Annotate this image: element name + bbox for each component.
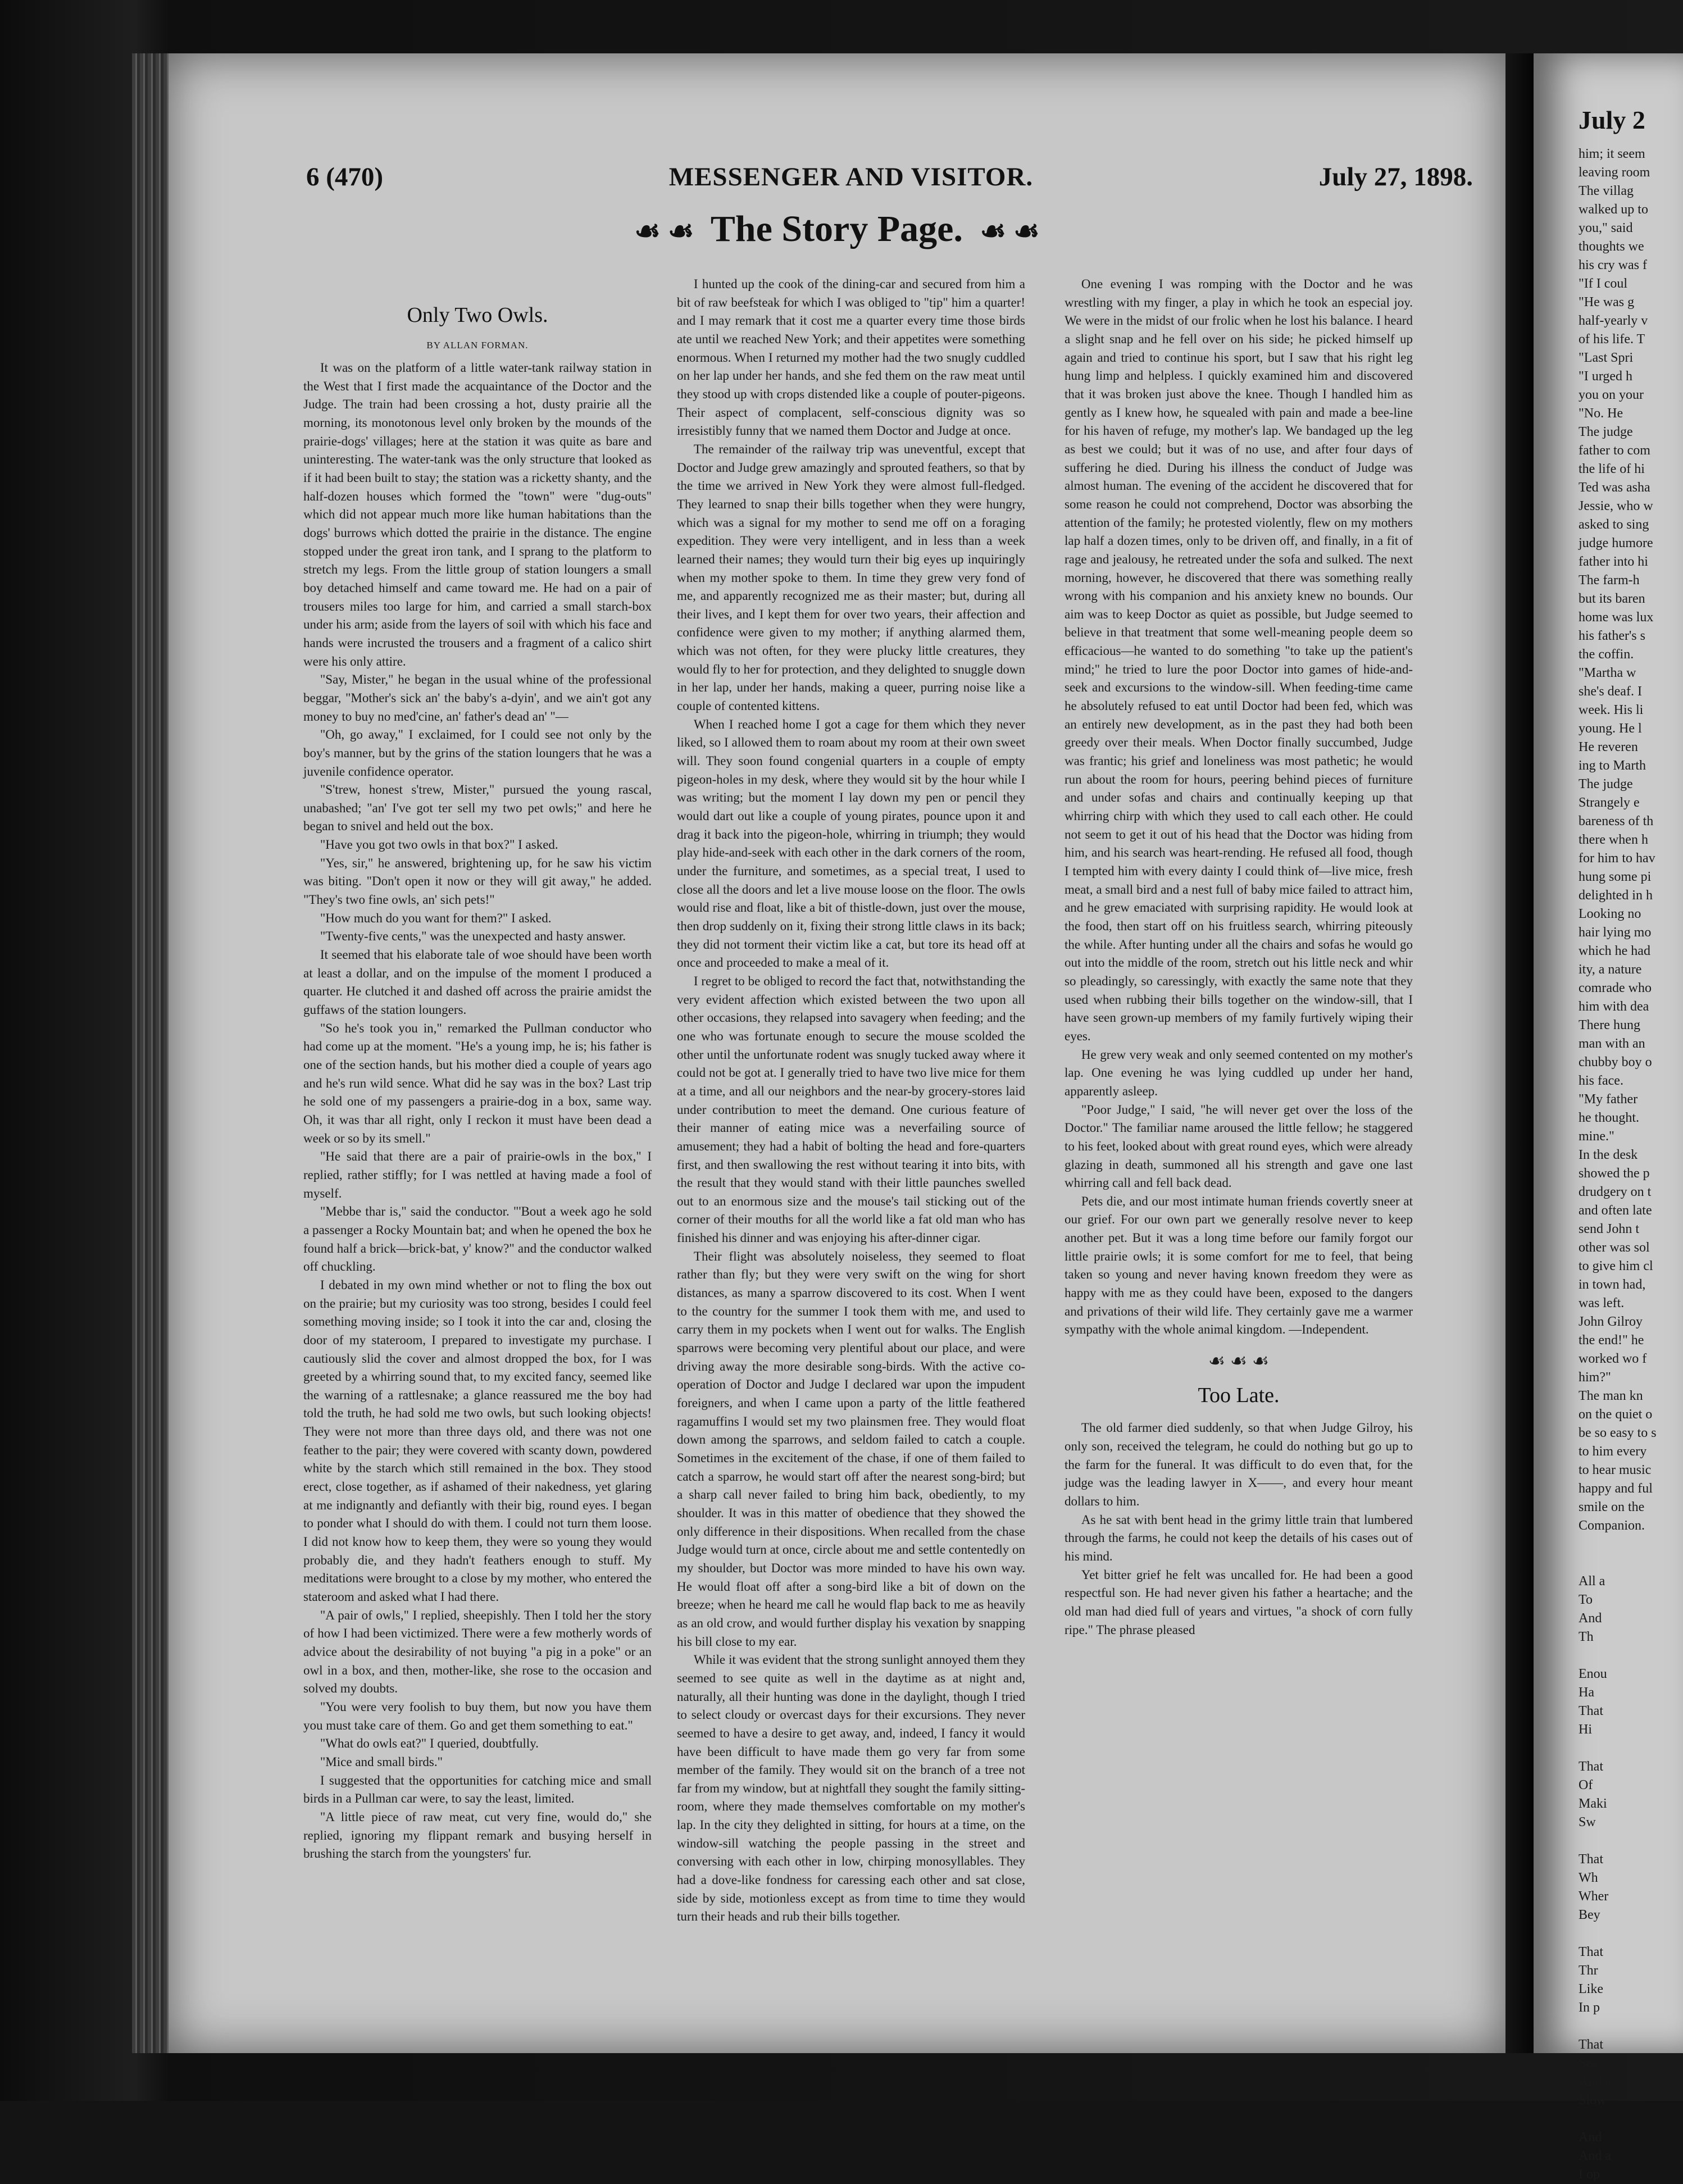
adjacent-page-line: on the quiet o	[1579, 1407, 1653, 1422]
adjacent-page-line: That	[1579, 1704, 1603, 1718]
adjacent-page-line: That	[1579, 1945, 1603, 1959]
adjacent-page-line: He reveren	[1579, 740, 1638, 754]
adjacent-page	[1534, 53, 1683, 2182]
adjacent-page-line: Slow	[1579, 2093, 1607, 2108]
adjacent-page-line: and often late	[1579, 1203, 1652, 1218]
paragraph: It was on the platform of a little water-tank railway station in the West that I first made the acquaintance of the Doctor and the Judge. The train had been crossing a hot, dusty prairie all the morning, its monotonous level only broken by the mounds of the prairie-dogs' villages; here at the station it was quite as bare and uninteresting. The water-tank was the only structure that looked as if it had been built to stay; the station was a ricketty shanty, and the half-dozen houses which formed the "town" were "dug-outs" which did not appear much more like human habitations than the dogs' burrows which dotted the prairie in the distance. The engine stopped under the great iron tank, and I sprang to the platform to stretch my legs. From the little group of station loungers a small boy detached himself and came toward me. He had on a pair of trousers miles too large for him, and carried a small starch-box under his arm; aside from the layers of soil with which his face and hands were incrusted the trousers and a fragment of a calico shirt were his only attire.	[303, 361, 652, 668]
adjacent-page-line: you," said	[1579, 221, 1633, 235]
adjacent-page-line: And a	[1579, 2149, 1611, 2163]
paragraph: "A little piece of raw meat, cut very fine, would do," she replied, ignoring my flippant remark and busying herself in brushing the starch from the youngsters' fur.	[303, 1809, 652, 1861]
adjacent-page-line: but its baren	[1579, 592, 1645, 606]
adjacent-page-line: thoughts we	[1579, 239, 1644, 254]
adjacent-page-line: of his life. T	[1579, 332, 1645, 347]
paragraph: "Twenty-five cents," was the unexpected and hasty answer.	[320, 929, 626, 944]
adjacent-page-line: which he had	[1579, 944, 1650, 958]
paragraph: "Poor Judge," I said, "he will never get over the loss of the Doctor." The familiar name aroused the little fellow; he staggered to his feet, looked about with great round eyes, which were already glazing in death, summoned all his strength and gave one last whirring call and fell back dead.	[1065, 1102, 1413, 1190]
adjacent-page-line: Jessie, who w	[1579, 499, 1653, 513]
article-title: Only Two Owls.	[407, 303, 548, 327]
paragraph: "Mice and small birds."	[320, 1754, 443, 1769]
adjacent-page-line: chubby boy o	[1579, 1055, 1652, 1070]
adjacent-page-line: Ha	[1579, 1685, 1594, 1700]
adjacent-page-line: mine."	[1579, 1129, 1614, 1144]
adjacent-page-line: young. He l	[1579, 721, 1642, 736]
adjacent-page-line: there when h	[1579, 832, 1648, 847]
adjacent-page-header: July 2	[1579, 106, 1645, 134]
paragraph: Their flight was absolutely noiseless, they seemed to float rather than fly; but they were very swift on the wing for short distances, as many a sparrow discovered to its cost. When I went to the country for the summer I took them with me, and used to carry them in my pockets when I went out for walks. The English sparrows were becoming very plentiful about our place, and were driving away the more desirable song-birds. With the active co-operation of Doctor and Judge I declared war upon the impudent foreigners, and when I came upon a party of the little feathered ragamuffins I would set my two plainsmen free. They would float down among the sparrows, and seldom failed to catch a couple. Sometimes in the excitement of the chase, if one of them failed to catch a sparrow, he would start off after the nearest song-bird; but a sharp call never failed to bring him back, obediently, to my shoulder. It was in this matter of obedience that they showed the only difference in their dispositions. When recalled from the chase Judge would turn at once, circle about me and settle contentedly on my shoulder, but Doctor was more minded to have his own way. He would float off after a song-bird like a bit of down on the breeze; when he heard me call he would flap back to me as heavily as an old crow, and would further display his vexation by snapping his bill close to my ear.	[677, 1249, 1025, 1649]
paragraph: "Oh, go away," I exclaimed, for I could see not only by the boy's manner, but by the grins of the station loungers that he was a juvenile confidence operator.	[303, 727, 652, 779]
paragraph: "So he's took you in," remarked the Pullman conductor who had come up at the moment. "He's a young imp, he is; his father is one of the section hands, but his mother died a couple of years ago and he's run wild sence. What did he say was in the box? Last trip he sold one of my passengers a prairie-dog in a box, same way. Oh, it was thar all right, only I reckon it must have been dead a week or so by its smell."	[303, 1021, 652, 1145]
page-header	[306, 157, 1473, 197]
adjacent-page-line: Of	[1579, 1778, 1593, 1792]
publication-title: MESSENGER AND VISITOR.	[668, 162, 1034, 192]
adjacent-page-line: happy and ful	[1579, 1481, 1653, 1496]
adjacent-page-line: "If I coul	[1579, 276, 1628, 291]
adjacent-page-line: Strangely e	[1579, 795, 1640, 810]
ornament-right-icon: ☙ ☙	[980, 216, 1040, 248]
adjacent-page-line	[1534, 1924, 1683, 1943]
adjacent-page-line: Ted was asha	[1579, 480, 1650, 495]
article-separator-icon: ☙ ☙ ☙	[1208, 1351, 1270, 1372]
paragraph: It seemed that his elaborate tale of woe should have been worth at least a dollar, and on the impulse of the moment I produced a quarter. He clutched it and dashed off across the prairie amidst the guffaws of the station loungers.	[303, 948, 652, 1017]
column-2	[677, 275, 1025, 1932]
adjacent-page-line: man with an	[1579, 1036, 1645, 1051]
paragraph: I regret to be obliged to record the fact that, notwithstanding the very evident affection which existed between the two upon all other occasions, they relapsed into savagery when feeding; and the one who was fortunate enough to secure the mouse scolded the other until the unfortunate rodent was snugly tucked away where it could not be got at. I generally tried to have two live mice for them at a time, and all our neighbors and the near-by grocery-stores laid under contribution to meet the demand. One curious feature of their manner of eating mice was a neverfailing source of amusement; they had a habit of bolting the head and fore-quarters first, and then swallowing the rest without tearing it into bits, with the result that they would stand with their little paunches swelled out to an enormous size and the mouse's tail sticking out of the corner of their mouths for all the world like a fat old man who has finished his dinner and was enjoying his after-dinner cigar.	[677, 973, 1025, 1245]
adjacent-page-line: him?"	[1579, 1370, 1611, 1385]
adjacent-page-line: judge humore	[1579, 536, 1653, 550]
adjacent-page-line: the life of hi	[1579, 462, 1645, 476]
adjacent-page-line: The judge	[1579, 777, 1633, 791]
adjacent-page-line: "No. He	[1579, 406, 1623, 421]
paragraph: Pets die, and our most intimate human friends covertly sneer at our grief. For our own part we generally resolve never to keep another pet. But it was a long time before our family forgot our little prairie owls; it is some comfort for me to feel, that being taken so young and never having known freedom they were as happy with me as they could have been, exposed to the dangers and privations of their wild life. They certainly gave me a warmer sympathy with the whole animal kingdom. —Independent.	[1065, 1194, 1413, 1337]
adjacent-page-line: him with dea	[1579, 999, 1649, 1014]
adjacent-page-line: the end!" he	[1579, 1333, 1644, 1348]
paragraph: He grew very weak and only seemed contented on my mother's lap. One evening he was lying cuddled up under her hand, apparently asleep.	[1065, 1047, 1413, 1098]
adjacent-page-line: Looking no	[1579, 907, 1641, 921]
issue-date: July 27, 1898.	[1318, 162, 1473, 192]
adjacent-page-line: hung some pi	[1579, 870, 1652, 884]
paragraph: I debated in my own mind whether or not to fling the box out on the prairie; but my curiosity was too strong, besides I could feel something moving inside; so I took it into the car and, closing the door of my stateroom, I prepared to investigate my purchase. I cautiously slid the cover and almost dropped the box, for I was greeted by a whirring sound that, to my excited fancy, seemed like the warning of a rattlesnake; a glance reassured me the boy had told the truth, he had sold me two owls, but such looking objects! They were not more than three days old, and there was not one feather to the pair; they were covered with scanty down, powdered white by the starch which still remained in the box. They stood erect, close together, as if ashamed of their nakedness, yet glaring at me indignantly and defiantly with their big, round eyes. I began to ponder what I should do with them. I could not turn them loose. I did not know how to keep them, they were so young they would probably die, and they hadn't feathers enough to stuff. My meditations were brought to a close by my mother, who entered the stateroom and asked what I had there.	[303, 1277, 652, 1604]
paragraph: The old farmer died suddenly, so that when Judge Gilroy, his only son, received the telegram, he could do nothing but go up to the farm for the funeral. It was difficult to do even that, for the judge was the leading lawyer in X——, and every hour meant dollars to him.	[1065, 1421, 1413, 1508]
paragraph: I suggested that the opportunities for catching mice and small birds in a Pullman car were, to say the least, limited.	[303, 1773, 652, 1806]
adjacent-page-line: other was sol	[1579, 1240, 1650, 1255]
adjacent-page-line: worked wo f	[1579, 1352, 1647, 1366]
adjacent-page-line: hair lying mo	[1579, 925, 1652, 940]
adjacent-page-line: In the desk	[1579, 1148, 1638, 1162]
adjacent-page-line: bareness of th	[1579, 814, 1654, 829]
adjacent-page-line: half-yearly v	[1579, 313, 1648, 328]
ornament-left-icon: ☙ ☙	[634, 216, 694, 248]
adjacent-page-line: walked up to	[1579, 202, 1648, 217]
adjacent-page-line: And a	[1579, 2074, 1611, 2089]
byline: BY ALLAN FORMAN.	[426, 339, 529, 351]
page-gutter	[1505, 53, 1534, 2053]
adjacent-page-line: The villag	[1579, 184, 1634, 198]
adjacent-page-line: Thr	[1579, 1963, 1598, 1978]
paragraph: "You were very foolish to buy them, but now you have them you must take care of them. Go and get them something to eat."	[303, 1699, 652, 1732]
adjacent-page-line: week. His li	[1579, 703, 1644, 717]
adjacent-page-line: to give him cl	[1579, 1259, 1653, 1273]
adjacent-page-line: his face.	[1579, 1073, 1623, 1088]
adjacent-page-line: The judge	[1579, 425, 1633, 439]
adjacent-page-line: his cry was f	[1579, 258, 1647, 272]
paragraph: Yet bitter grief he felt was uncalled for. He had been a good respectful son. He had never given his father a heartache; and the old man had died full of years and virtues, "a shock of corn fully ripe." The phrase pleased	[1065, 1567, 1413, 1637]
section-heading	[169, 208, 1505, 251]
adjacent-page-line: Bey	[1579, 1908, 1600, 1922]
adjacent-page-line: I op	[1579, 2167, 1600, 2182]
paragraph: "Say, Mister," he began in the usual whine of the professional beggar, "Mother's sick an' the baby's a-dyin', and we ain't got any money to buy no med'cine, an' father's dead an' "—	[303, 672, 652, 724]
adjacent-page-line: Sw	[1579, 1815, 1596, 1830]
paragraph: "Have you got two owls in that box?" I asked.	[320, 838, 558, 852]
paragraph: As he sat with bent head in the grimy little train that lumbered through the farms, he could not keep the details of his cases out of his mind.	[1065, 1512, 1413, 1563]
paragraph: "What do owls eat?" I queried, doubtfully.	[320, 1736, 539, 1751]
adjacent-page-line	[1534, 1739, 1683, 1758]
adjacent-page-line: Th	[1579, 1630, 1594, 1644]
adjacent-page-line: That	[1579, 1759, 1603, 1774]
adjacent-page-line	[1534, 1554, 1683, 1572]
section-title: The Story Page.	[710, 208, 963, 249]
adjacent-page-line	[1534, 1535, 1683, 1554]
paragraph: "How much do you want for them?" I asked.	[320, 911, 552, 925]
paragraph: "He said that there are a pair of prairie-owls in the box," I replied, rather stiffly; for I was nettled at having made a fool of myself.	[303, 1149, 652, 1200]
adjacent-page-line: And	[1579, 1611, 1602, 1626]
paragraph: When I reached home I got a cage for them which they never liked, so I allowed them to roam about my room at their own sweet will. They soon found congenial quarters in a couple of empty pigeon-holes in my desk, where they would sit by the hour while I was writing; but the moment I lay down my pen or pencil they would dart out like a couple of young pirates, pounce upon it and drag it back into the pigeon-hole, whirring in triumph; they would play hide-and-seek with each other in the dark corners of the room, under the furniture, and sometimes, as a special treat, I used to close all the doors and let a live mouse loose on the floor. The owls would rise and float, like a bit of thistle-down, just over the mouse, then drop suddenly on it, fixing their strong little claws in its back; they did not torment their victim like a cat, but tore its head off at once and proceeded to make a meal of it.	[677, 717, 1025, 970]
adjacent-page-line: him; it seem	[1579, 147, 1645, 161]
adjacent-page-line: That	[1579, 1852, 1603, 1867]
paragraph: The remainder of the railway trip was uneventful, except that Doctor and Judge grew amazingly and sprouted feathers, so that by the time we arrived in New York they were almost full-fledged. They learned to snap their bills together when they were hungry, which was a signal for my mother to send me off on a foraging expedition. They were very intelligent, and in less than a week learned their names; they would turn their big eyes up inquiringly when my mother spoke to them. In time they grew very fond of me, and apparently recognized me as their master; but, during all their lives, and I kept them for over two years, their affection and confidence were given to my mother; if anything alarmed them, which was not often, for they were plucky little creatures, they would fly to her for protection, and they delighted to snuggle down in her lap, under her hands, making a queer, purring noise like a couple of contented kittens.	[677, 442, 1025, 713]
adjacent-page-line: his father's s	[1579, 629, 1645, 643]
adjacent-page-line: for him to hav	[1579, 851, 1655, 866]
paragraph: "Mebbe thar is," said the conductor. "'Bout a week ago he sold a passenger a Rocky Mountain bat; and when he opened the box he found half a brick—brick-bat, y' know?" and the conductor walked off chuckling.	[303, 1204, 652, 1274]
adjacent-page-line: See	[1579, 2056, 1598, 2071]
adjacent-page-line: All a	[1579, 1574, 1605, 1589]
adjacent-page-line	[1534, 2017, 1683, 2036]
adjacent-page-line: you on your	[1579, 388, 1644, 402]
paragraph: "S'trew, honest s'trew, Mister," pursued the young rascal, unabashed; "an' I've got ter sell my two pet owls;" and here he began to snivel and held out the box.	[303, 782, 652, 834]
adjacent-page-line: "I urged h	[1579, 369, 1632, 384]
adjacent-page-line: showed the p	[1579, 1166, 1650, 1181]
adjacent-page-line: The farm-h	[1579, 573, 1640, 588]
adjacent-page-line: "Last Spri	[1579, 351, 1634, 365]
adjacent-page-line: "My father	[1579, 1092, 1638, 1107]
adjacent-page-line: "He was g	[1579, 295, 1635, 310]
adjacent-page-line	[1534, 1832, 1683, 1850]
adjacent-page-line: to hear music	[1579, 1463, 1652, 1477]
adjacent-page-line: "Martha w	[1579, 666, 1636, 680]
adjacent-page-line: Companion.	[1579, 1518, 1645, 1533]
adjacent-page-line: Wh	[1579, 1871, 1598, 1885]
adjacent-page-line: There hung	[1579, 1018, 1640, 1032]
adjacent-page-line: That	[1579, 2037, 1603, 2052]
adjacent-page-line: was left.	[1579, 1296, 1625, 1311]
paragraph: "A pair of owls," I replied, sheepishly. Then I told her the story of how I had been victimized. There were a few motherly words of advice about the desirability of not buying "a pig in a poke" or an owl in a box, and then, mother-like, she rose to the occasion and solved my doubts.	[303, 1608, 652, 1696]
adjacent-page-line: Like	[1579, 1982, 1603, 1996]
adjacent-page-line: Hi	[1579, 1722, 1592, 1737]
adjacent-page-line: father into hi	[1579, 554, 1648, 569]
adjacent-page-line: home was lux	[1579, 610, 1654, 625]
column-1	[303, 301, 652, 1958]
adjacent-page-line: ity, a nature	[1579, 962, 1642, 977]
paragraph: One evening I was romping with the Doctor and he was wrestling with my finger, a play in which he took an especial joy. We were in the midst of our frolic when he lost his balance. I heard a slight snap and he fell over on his side; he picked himself up again and tried to continue his sport, but I saw that his right leg hung limp and helpless. I quickly examined him and discovered that it was broken just above the knee. Though I handled him as gently as I knew how, he squealed with pain and made a bee-line for his haven of refuge, my mother's lap. We bandaged up the leg as best we could; but it was of no use, and after four days of suffering he died. During his illness the conduct of Judge was almost human. The evening of the accident he discovered that for some reason he could not comprehend, Doctor was absorbing the attention of the family; he protested violently, flew on my mothers lap half a dozen times, only to be driven off, and finally, in a fit of rage and jealousy, he retreated under the sofa and sulked. The next morning, however, he discovered that there was something really wrong with his companion and his anxiety knew no bounds. Our aim was to keep Doctor as quiet as possible, but Judge seemed to believe in that treatment that some well-meaning people deem so efficacious—he wanted to do something "to take up the patient's mind;" he tried to lure the poor Doctor into games of hide-and-seek and excursions to the window-sill. When feeding-time came he absolutely refused to eat until Doctor had been fed, which was an entirely new development, as in the past they had both been greedy over their meals. When Doctor finally succumbed, Judge was frantic; his grief and loneliness was most pathetic; he would run about the room for hours, peering behind pieces of furniture and under sofas and chairs and continually keeping up that whirring chirp with which they used to call each other. He could not seem to get it out of his head that the Doctor was hiding from him, and his search was heart-rending. He refused all food, though I tempted him with every dainty I could think of—live mice, fresh meat, a small bird and a nest full of baby mice failed to attract him, and he grew emaciated with surprising rapidity. He would look at the food, then start off on his fruitless search, whirring piteously the while. After hunting under all the chairs and sofas he would go out into the middle of the room, stretch out his little neck and whir so pleadingly, so caressingly, with exactly the same note that they used when rubbing their bills together on the window-sill, that I have seen grown-up members of my family furtively wiping their eyes.	[1065, 277, 1413, 1043]
paragraph: I hunted up the cook of the dining-car and secured from him a bit of raw beefsteak for which I was obliged to "tip" him a quarter! and I may remark that it cost me a quarter every time those birds ate until we reached New York; and their appetites were something enormous. When I returned my mother had the two snugly cuddled on her lap under her hands, and she fed them on the raw meat until they stood up with crops distended like a couple of pouter-pigeons. Their aspect of complacent, self-conscious dignity was so irresistibly funny that we named them Doctor and Judge at once.	[677, 277, 1025, 438]
adjacent-page-line: father to com	[1579, 443, 1650, 458]
column-3	[1065, 275, 1413, 1932]
adjacent-page-line: Maki	[1579, 1796, 1607, 1811]
adjacent-page-line: And	[1579, 2130, 1602, 2145]
adjacent-page-text	[1534, 145, 1683, 2184]
adjacent-page-line	[1534, 2110, 1683, 2128]
page-number: 6 (470)	[306, 162, 384, 192]
newspaper-page	[169, 53, 1505, 2053]
adjacent-page-line: send John t	[1579, 1222, 1639, 1236]
adjacent-page-line: in town had,	[1579, 1277, 1646, 1292]
adjacent-page-line: he thought.	[1579, 1111, 1639, 1125]
book-binding-edge	[132, 53, 169, 2053]
adjacent-page-line: leaving room	[1579, 165, 1650, 180]
adjacent-page-line: ing to Marth	[1579, 758, 1646, 773]
adjacent-page-line: The man kn	[1579, 1389, 1643, 1403]
adjacent-page-line: be so easy to s	[1579, 1426, 1657, 1440]
adjacent-page-line: to him every	[1579, 1444, 1647, 1459]
adjacent-page-line: the coffin.	[1579, 647, 1634, 662]
paragraph: "Yes, sir," he answered, brightening up, for he saw his victim was biting. "Don't open it now or they will git away," he added. "They's two fine owls, an' sich pets!"	[303, 856, 652, 907]
adjacent-page-line: In p	[1579, 2000, 1600, 2015]
adjacent-page-line: Wher	[1579, 1889, 1609, 1904]
paragraph: While it was evident that the strong sunlight annoyed them they seemed to see quite as well in the daytime as at night and, naturally, all their hunting was done in the daylight, though I tried to select cloudy or overcast days for their excursions. They never seemed to have a desire to get away, and, indeed, I fancy it would have been difficult to have made them go very far from some member of the family. They would sit on the branch of a tree not far from my window, but at nightfall they sought the family sitting-room, where they made themselves comfortable on my mother's lap. In the city they delighted in sitting, for hours at a time, on the window-sill watching the people passing in the street and conversing with each other in low, chirping monosyllables. They had a dove-like fondness for caressing each other and sat close, side by side, motionless except as from time to time they would turn their heads and rub their bills together.	[677, 1653, 1025, 1924]
adjacent-page-line: John Gilroy	[1579, 1314, 1643, 1329]
adjacent-page-line: Enou	[1579, 1667, 1607, 1681]
adjacent-page-line: she's deaf. I	[1579, 684, 1642, 699]
adjacent-page-line: comrade who	[1579, 981, 1652, 995]
adjacent-page-line: delighted in h	[1579, 888, 1653, 903]
adjacent-page-line: smile on the	[1579, 1500, 1645, 1514]
adjacent-page-line: drudgery on t	[1579, 1185, 1652, 1199]
article-title: Too Late.	[1198, 1384, 1280, 1408]
adjacent-page-line: asked to sing	[1579, 517, 1649, 532]
adjacent-page-line	[1534, 1646, 1683, 1665]
column-1-text	[303, 359, 652, 1863]
adjacent-page-line: To	[1579, 1593, 1593, 1607]
